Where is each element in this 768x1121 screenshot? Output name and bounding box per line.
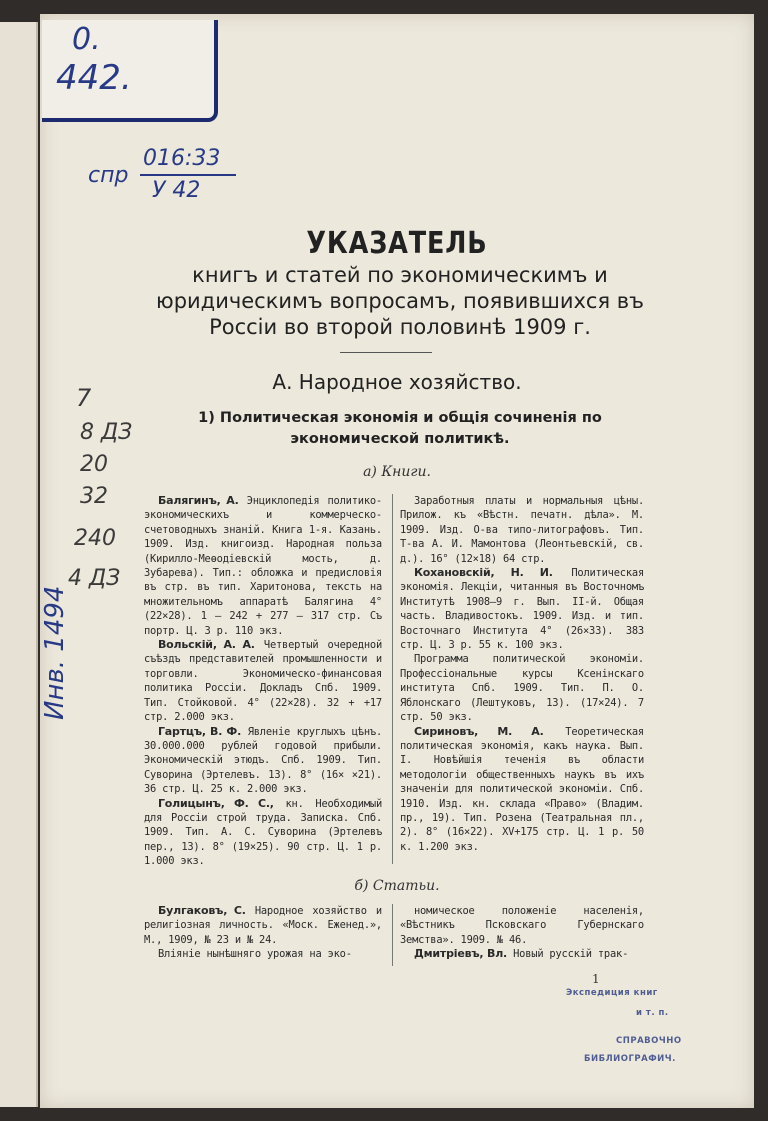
facing-page-edge (0, 22, 38, 1107)
library-stamp: БИБЛИОГРАФИЧ. (584, 1054, 676, 1064)
inventory-number: Инв. 1494 (40, 585, 70, 720)
column-divider (392, 904, 393, 966)
bibliography-entry: номическое положеніе населенія, «Вѣстникъ Псковскаго Губернскаго Земства». 1909. № 46. (400, 905, 644, 946)
page-title: УКАЗАТЕЛЬ (306, 226, 488, 261)
books-heading: а) Книги. (363, 464, 431, 480)
bibliography-entry: Сириновъ, М. А. Теоретическая политическая экономія, какъ наука. Вып. I. Новѣйшія теченія въ области методологіи общественныхъ наукъ въ ихъ значеніи для политической экономіи. Спб. 1910. Изд. кн. склада «Право» (Владим. пр., 19). Тип. Розена (Театральная пл., 2). 8° (16×22). XV+175 стр. Ц. 1 р. 50 к. 1.200 экз. (400, 724, 644, 853)
margin-number: 240 (74, 526, 116, 551)
shelf-mark-line1: 0. (72, 22, 101, 57)
bibliography-entry: Дмитріевъ, Вл. Новый русскій трак- (414, 947, 629, 961)
margin-number: 8 ДЗ (80, 420, 133, 445)
call-number-prefix: спр (88, 163, 129, 188)
margin-number: 7 (76, 384, 92, 412)
bibliography-entry: Вліяніе нынѣшняго урожая на эко- (158, 948, 352, 961)
bibliography-entry: Балягинъ, А. Энциклопедія политико-экономическихъ и коммерческо-счетоводныхъ знаній. Книга 1-я. Казань. 1909. Изд. книгоизд. Народная польза (Кирилло-Меѳодіевскій мость, д. Зубарева). Тип.: обложка и предисловія въ стр. въ тип. Харитонова, тексть на множительномъ аппаратѣ Балягина 4° (22×28). 1 — 242 + 277 — 317 стр. Съ портр. Ц. 3 р. 110 экз. (144, 494, 382, 637)
library-stamp: Экспедиция книг (566, 988, 658, 998)
bibliography-entry: Вольскій, А. А. Четвертый очередной съѣздъ представителей промышленности и торговли. Экономическо-финансовая политика Россіи. Докладъ Спб. 1909. Тип. Стойковой. 4° (22×28). 32 + +17 стр. 2.000 экз. (144, 638, 383, 724)
articles-right-column (400, 904, 644, 962)
call-number-fraction-line (140, 174, 236, 176)
bibliography-entry: Программа политической экономіи. Профессіональные курсы Ксенінскаго института Спб. 1909. Тип. П. О. Яблонскаго (Лештуковъ, 13). (17×24). 7 стр. 50 экз. (400, 653, 644, 724)
margin-number: 4 ДЗ (68, 566, 121, 591)
subsection-heading: 1) Политическая экономія и общія сочиненія по экономической политикѣ. (198, 410, 602, 447)
column-divider (392, 494, 393, 864)
library-stamp: и т. п. (636, 1008, 669, 1018)
articles-left-column (144, 904, 382, 962)
books-left-column (144, 494, 382, 869)
margin-number: 32 (80, 484, 108, 509)
library-stamp: СПРАВОЧНО (616, 1036, 682, 1046)
bibliography-entry: Кохановскій, Н. И. Политическая экономія. Лекціи, читанныя въ Восточномъ Институтѣ 1908—9 г. Вып. II-й. Общая часть. Владивостокъ. 1909. Изд. и тип. Восточнаго Института 4° (26×33). 383 стр. Ц. 3 р. 55 к. 100 экз. (400, 566, 644, 652)
articles-heading: б) Статьи. (354, 878, 440, 894)
shelf-mark-line2: 442. (56, 58, 132, 98)
call-number-bottom: У 42 (152, 178, 201, 203)
bibliography-entry: Голицынъ, Ф. С., кн. Необходимый для Россіи строй труда. Записка. Спб. 1909. Тип. А. С. Суворина (Эртелевъ пер., 13). 8° (19×25). 90 стр. Ц. 1 р. 1.000 экз. (144, 796, 382, 868)
books-right-column (400, 494, 644, 854)
bibliography-entry: Булгаковъ, С. Народное хозяйство и религіозная личность. «Моск. Еженед.», М., 1909, № 23 и № 24. (144, 904, 382, 946)
call-number-top: 016:33 (143, 146, 221, 171)
bibliography-entry: Гартцъ, В. Ф. Явленіе круглыхъ цѣнъ. 30.000.000 рублей годовой прибыли. Экономическій этюдъ. Спб. 1909. Тип. Суворина (Эртелевъ. 13). 8° (16× ×21). 36 стр. Ц. 25 к. 2.000 экз. (144, 724, 382, 796)
page-subtitle: книгъ и статей по экономическимъ и юридическимъ вопросамъ, появившихся въ Россіи во второй половинѣ 1909 г. (156, 263, 644, 339)
section-heading: А. Народное хозяйство. (272, 370, 522, 394)
divider (340, 352, 432, 353)
bibliography-entry: Заработныя платы и нормальныя цѣны. Прилож. къ «Вѣстн. печатн. дѣла». М. 1909. Изд. О-ва типо-литографовъ. Тип. Т-ва А. И. Мамонтова (Леонтьевскій, св. д.). 16° (12×18) 64 стр. (400, 495, 644, 565)
margin-number: 20 (80, 452, 108, 477)
page-number: 1 (592, 972, 600, 986)
